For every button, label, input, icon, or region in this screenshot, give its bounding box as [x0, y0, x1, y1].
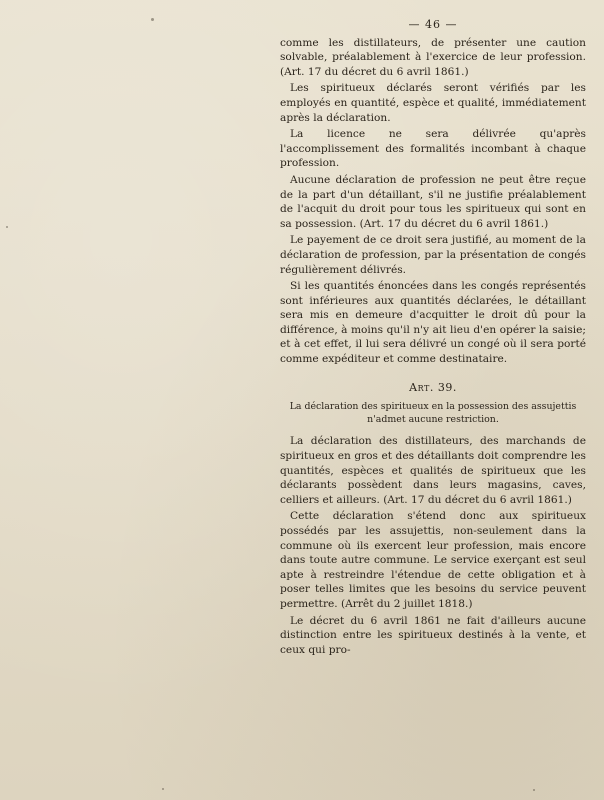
paragraph: comme les distillateurs, de présenter une caution solvable, préalablement à l'exercice de leur profession. (Art. 17 du décret du 6 avril 1861.) [280, 36, 586, 78]
paragraph: Cette déclaration s'étend donc aux spiritueux possédés par les assujettis, non-seulement dans la commune où ils exercent leur profession, mais encore dans toute autre commune. Le service exerçant est seul apte à restreindre l'étendue de cette obligation et à poser telles limites que les besoins du service peuvent permettre. (Arrêt du 2 juillet 1818.) [280, 510, 586, 610]
paragraph: Si les quantités énoncées dans les congés représentés sont inférieures aux quantités déclarées, le détaillant sera mis en demeure d'acquitter le droit dû pour la différence, à moins qu'il n'y ait lieu d'en opérer la saisie; et à cet effet, il lui sera délivré un congé où il sera porté comme expéditeur et comme destinataire. [280, 280, 586, 366]
paragraph: La déclaration des distillateurs, des marchands de spiritueux en gros et des détaillants doit comprendre les quantités, espèces et qualités de spiritueux que les déclarants possèdent dans leurs magasins, caves, celliers et ailleurs. (Art. 17 du décret du 6 avril 1861.) [280, 435, 586, 506]
page-number: — 46 — [408, 18, 458, 31]
paragraph: Aucune déclaration de profession ne peut être reçue de la part d'un détaillant, s'il ne justifie préalablement de l'acquit du droit pour tous les spiritueux qui sont en sa possession. (Art. 17 du décret du 6 avril 1861.) [280, 173, 586, 230]
paragraph: La licence ne sera délivrée qu'après l'accomplissement des formalités incombant à chaque profession. [280, 128, 586, 170]
paragraph: Les spiritueux déclarés seront vérifiés par les employés en quantité, espèce et qualité, immédiatement après la déclaration. [280, 82, 586, 124]
article-summary: La déclaration des spiritueux en la possession des assujettis n'admet aucune restriction. [289, 401, 577, 425]
paper-speck [6, 226, 8, 228]
paper-speck [162, 788, 164, 790]
paper-speck [533, 789, 535, 791]
article-heading: Art. 39. [409, 380, 457, 394]
paper-speck [151, 18, 154, 21]
paragraph: Le décret du 6 avril 1861 ne fait d'ailleurs aucune distinction entre les spiritueux destinés à la vente, et ceux qui pro- [280, 614, 586, 656]
paragraph: Le payement de ce droit sera justifié, au moment de la déclaration de profession, par la présentation de congés régulièrement délivrés. [280, 234, 586, 276]
text-column [280, 18, 586, 659]
